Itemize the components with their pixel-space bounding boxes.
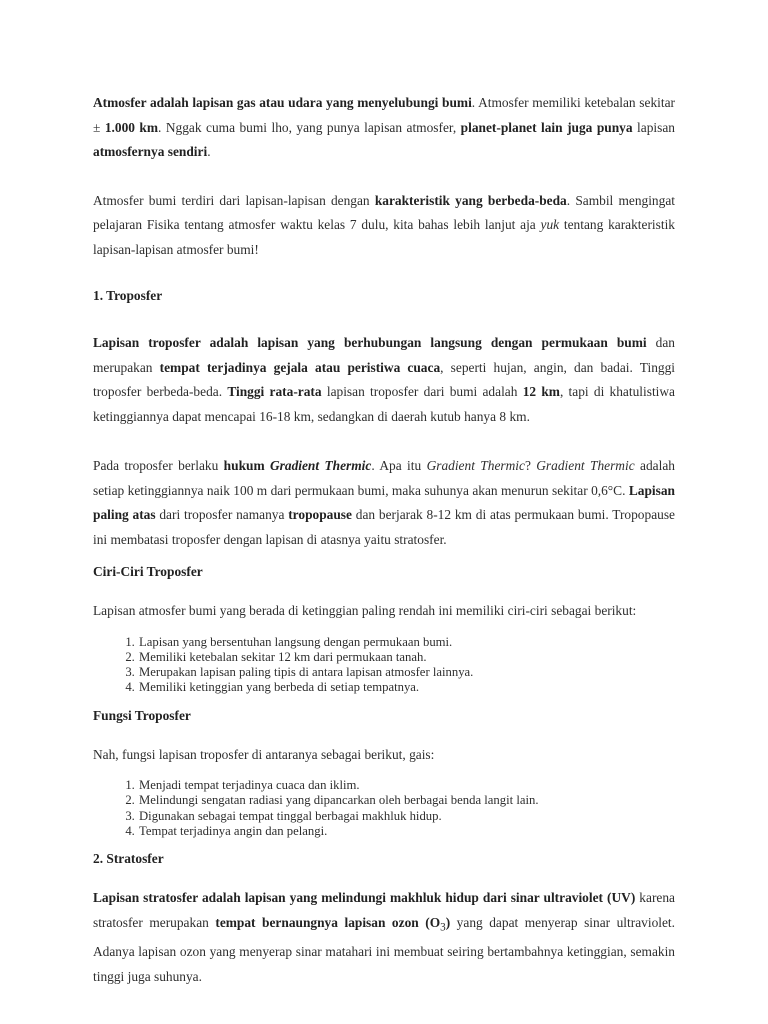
stratosfer-paragraph-1: Lapisan stratosfer adalah lapisan yang melindungi makhluk hidup dari sinar ultraviolet (UV) karena stratosfer merupakan tempat bernaungnya lapisan ozon $(O_3)$ yang dapat menyerap sinar ultraviolet. Adanya lapisan ozon yang menyerap sinar matahari ini membuat seiring bertambahnya ketinggian, semakin tinggi juga suhunya. <box>93 890 675 984</box>
list-item: 2. Memiliki ketebalan sekitar 12 km dari permukaan tanah. <box>138 650 675 665</box>
list-item: 2. Melindungi sengatan radiasi yang dipancarkan oleh berbagai benda langit lain. <box>138 793 675 808</box>
intro-definition: Atmosfer adalah lapisan gas atau udara yang menyelubungi bumi <box>93 95 472 110</box>
intro-thickness: 1.000 km <box>104 119 159 135</box>
subheading-ciri-troposfer: Ciri-Ciri Troposfer <box>93 564 203 579</box>
list-item: 3. Merupakan lapisan paling tipis di antara lapisan atmosfer lainnya. <box>138 665 675 680</box>
list-item: 1. Menjadi tempat terjadinya cuaca dan iklim. <box>138 778 675 793</box>
ciri-list <box>93 635 675 696</box>
characteristics-paragraph: Atmosfer bumi terdiri dari lapisan-lapisan dengan karakteristik yang berbeda-beda. Sambil mengingat pelajaran Fisika tentang atmosfer waktu kelas 7 dulu, kita bahas lebih lanjut aja yuk tentang karakteristik lapisan-lapisan atmosfer bumi! <box>93 192 675 257</box>
list-item: 3. Digunakan sebagai tempat tinggal berbagai makhluk hidup. <box>138 809 675 824</box>
ciri-intro: Lapisan atmosfer bumi yang berada di ketinggian paling rendah ini memiliki ciri-ciri sebagai berikut: <box>93 603 637 618</box>
fungsi-list <box>93 778 675 839</box>
list-item: 4. Tempat terjadinya angin dan pelangi. <box>138 824 675 839</box>
fungsi-intro: Nah, fungsi lapisan troposfer di antaranya sebagai berikut, gais: <box>93 746 435 762</box>
troposfer-paragraph-2: Pada troposfer berlaku hukum Gradient Thermic. Apa itu Gradient Thermic? Gradient Thermic adalah setiap ketinggiannya naik 100 m dari permukaan bumi, maka suhunya akan menurun sekitar 0,6°C. Lapisan paling atas dari troposfer namanya tropopause dan berjarak 8-12 km di atas permukaan bumi. Tropopause ini membatasi troposfer dengan lapisan di atasnya yaitu stratosfer. <box>93 458 675 547</box>
subheading-fungsi-troposfer: Fungsi Troposfer <box>93 707 191 723</box>
troposfer-paragraph-1: Lapisan troposfer adalah lapisan yang berhubungan langsung dengan permukaan bumi dan merupakan tempat terjadinya gejala atau peristiwa cuaca, seperti hujan, angin, dan badai. Tinggi troposfer berbeda-beda. Tinggi rata-rata lapisan troposfer dari bumi adalah 12 km, tapi di khatulistiwa ketinggiannya dapat mencapai 16-18 km, sedangkan di daerah kutub hanya 8 km. <box>93 335 676 424</box>
list-item: 1. Lapisan yang bersentuhan langsung dengan permukaan bumi. <box>138 635 675 650</box>
list-item: 4. Memiliki ketinggian yang berbeda di setiap tempatnya. <box>138 680 675 695</box>
section-heading-troposfer: 1. Troposfer <box>93 288 163 303</box>
section-heading-stratosfer: 2. Stratosfer <box>93 851 164 867</box>
intro-paragraph: Atmosfer adalah lapisan gas atau udara yang menyelubungi bumi. Atmosfer memiliki ketebalan sekitar ± 1.000 km. Nggak cuma bumi lho, yang punya lapisan atmosfer, planet-planet lain juga punya lapisan atmosfernya sendiri. <box>93 95 675 159</box>
